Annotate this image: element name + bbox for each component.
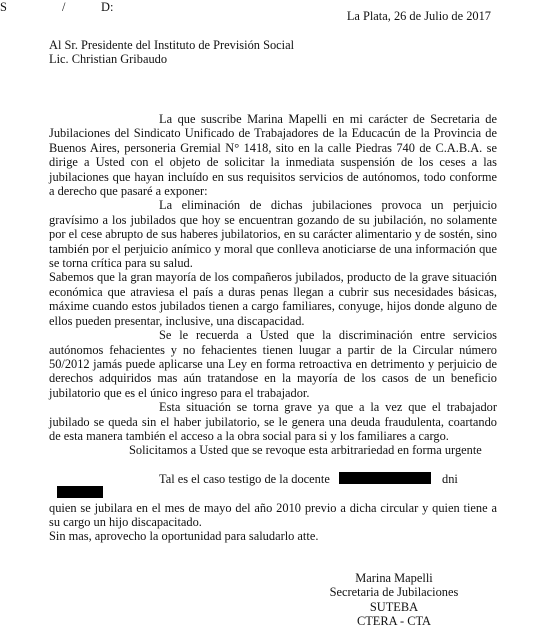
slash-label: /	[62, 0, 66, 14]
paragraph-economic: Sabemos que la gran mayoría de los compañeros jubilados, producto de la grave situación económica que atraviesa el país a duras penas llegan a cubrir sus necesidades básicas, máxime cuando estos jubilados tienen a cargo familiares, conyuge, hijos donde alguno de ellos pueden presentar, inclusive, una discapacidad.	[49, 270, 497, 328]
recipient-line-1: Al Sr. Presidente del Instituto de Previsión Social	[49, 38, 295, 52]
redacted-name	[339, 472, 431, 484]
redacted-dni	[57, 486, 103, 498]
paragraph-request: Solicitamos a Usted que se revoque esta arbitrariedad en forma urgente	[129, 443, 482, 458]
dni-label: dni	[442, 471, 458, 486]
paragraph-intro: La que suscribe Marina Mapelli en mi carácter de Secretaria de Jubilaciones del Sindicato Unificado de Trabajadores de la Educacún de la Provincia de Buenos Aires, personeria Gremial N° 1418, sito en la calle Piedras 740 de C.A.B.A. se dirige a Usted con el objeto de solicitar la inmediata suspensión de los ceses a las jubilaciones que hayan incluído en sus requisitos servicios de autónomos, todo conforme a derecho que pasaré a exponer:	[49, 112, 497, 199]
d-label: D:	[101, 0, 114, 14]
signature-name: Marina Mapelli	[355, 571, 433, 585]
recipient-line-2: Lic. Christian Gribaudo	[49, 52, 168, 66]
s-label: S	[0, 0, 7, 14]
signature-affiliation: CTERA - CTA	[356, 614, 432, 629]
paragraph-closing: Sin mas, aprovecho la oportunidad para saludarlo atte.	[49, 529, 319, 544]
paragraph-situation: Esta situación se torna grave ya que a la vez que el trabajador jubilado se queda sin el haber jubilatorio, se le genera una deuda fraudulenta, coartando de esta manera también el acceso a la obra social para si y los familiares a cargo.	[49, 400, 497, 443]
signature-title: Secretaria de Jubilaciones	[329, 585, 459, 600]
paragraph-elimination: La eliminación de dichas jubilaciones provoca un perjuicio gravísimo a los jubilados que hoy se encuentran gozando de su jubilación, no solamente por el cese abrupto de sus haberes jubilatorios, en su carácter alimentario y de sostén, sino también por el perjuicio anímico y moral que conlleva anoticiarse de una información que se torna crítica para su salud.	[49, 198, 497, 271]
paragraph-case	[49, 472, 497, 501]
paragraph-case-continued: quien se jubilara en el mes de mayo del año 2010 previo a dicha circular y quien tiene a su cargo un hijo discapacitado.	[49, 500, 497, 529]
letter-body	[49, 112, 497, 544]
paragraph-discrimination: Se le recuerda a Usted que la discriminación entre servicios autónomos fehacientes y no fehacientes tienen luugar a partir de la Circular número 50/2012 jamás puede aplicarse una Ley en forma retroactiva en detrimento y perjuicio de derechos adquiridos mas aún tratandose en la mayoría de los casos de un beneficio jubilatorio que es el único ingreso para el trabajador.	[49, 328, 497, 400]
letter-date: La Plata, 26 de Julio de 2017	[346, 9, 491, 23]
salutation-sd	[0, 0, 116, 14]
signature-org: SUTEBA	[369, 599, 419, 614]
signature-block	[320, 571, 468, 629]
case-text: Tal es el caso testigo de la docente	[159, 471, 330, 486]
